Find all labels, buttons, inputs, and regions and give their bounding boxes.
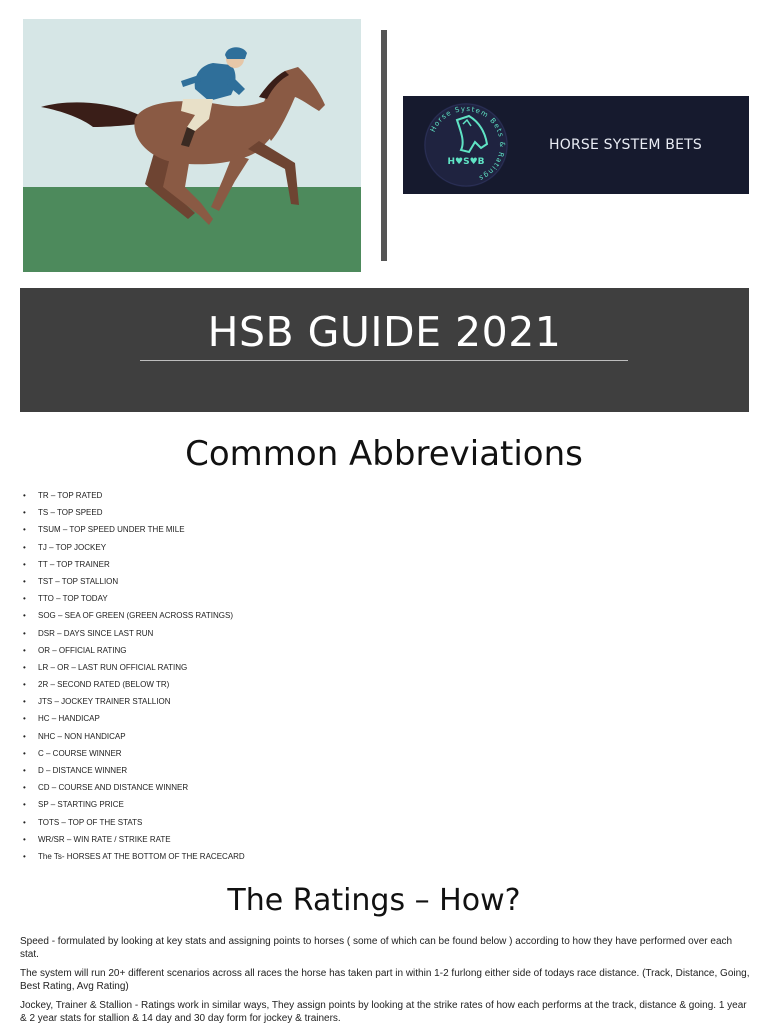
bullet-icon: • (23, 680, 26, 690)
list-item: • 2R – SECOND RATED (BELOW TR) (23, 680, 170, 690)
list-item: • C – COURSE WINNER (23, 748, 122, 758)
ratings-paragraph-jockey-trainer-stallion: Jockey, Trainer & Stallion - Ratings work in similar ways, They assign points by looking at the strike rates of how each performs at the track, distance & going. 1 year & 2 year stats for stallion & 14 day and 30 day form for jockey & trainers. (20, 1000, 747, 1024)
bullet-icon: • (23, 628, 26, 638)
ratings-paragraph-scenarios: The system will run 20+ different scenarios across all races the horse has taken part in within 1-2 furlong either side of todays race distance. (Track, Distance, Going, Best Rating, Avg Rating) (20, 968, 750, 992)
bullet-icon: • (23, 662, 26, 672)
list-item: • The Ts- HORSES AT THE BOTTOM OF THE RACECARD (23, 851, 245, 861)
list-item: • TT – TOP TRAINER (23, 559, 110, 569)
bullet-icon: • (23, 559, 26, 569)
page-title: HSB GUIDE 2021 (207, 308, 562, 356)
vertical-divider (381, 30, 387, 261)
list-item: • TST – TOP STALLION (23, 576, 119, 586)
list-item: • TTO – TOP TODAY (23, 594, 108, 604)
bullet-icon: • (23, 714, 26, 724)
ratings-heading: The Ratings – How? (227, 883, 521, 918)
list-item: • LR – OR – LAST RUN OFFICIAL RATING (23, 662, 188, 672)
bullet-icon: • (23, 766, 26, 775)
bullet-icon: • (23, 697, 26, 707)
list-item: • D – DISTANCE WINNER (23, 766, 128, 775)
bullet-icon: • (23, 731, 26, 741)
horse-racing-illustration (23, 19, 361, 272)
list-item: • TOTS – TOP OF THE STATS (23, 817, 143, 827)
ratings-body (20, 936, 750, 1032)
svg-text:Horse System Bets & Ratings: Horse System Bets & Ratings (428, 104, 507, 183)
bullet-icon: • (23, 611, 26, 621)
bullet-icon: • (23, 594, 26, 604)
abbreviations-list (20, 490, 245, 868)
bullet-icon: • (23, 491, 26, 500)
list-item: • TR – TOP RATED (23, 491, 103, 500)
list-item: • WR/SR – WIN RATE / STRIKE RATE (23, 834, 171, 844)
list-item: • TS – TOP SPEED (23, 508, 103, 518)
list-item: • SP – STARTING PRICE (23, 800, 124, 810)
brand-name: HORSE SYSTEM BETS (549, 137, 702, 153)
bullet-icon: • (23, 748, 26, 758)
list-item: • TJ – TOP JOCKEY (23, 542, 107, 552)
svg-text:H♥S♥B: H♥S♥B (447, 157, 485, 167)
list-item: • DSR – DAYS SINCE LAST RUN (23, 628, 154, 638)
list-item: • NHC – NON HANDICAP (23, 731, 126, 741)
bullet-icon: • (23, 834, 26, 844)
bullet-icon: • (23, 645, 26, 655)
title-banner (20, 288, 749, 412)
bullet-icon: • (23, 817, 26, 827)
bullet-icon: • (23, 542, 26, 552)
bullet-icon: • (23, 525, 26, 535)
ratings-paragraph-speed: Speed - formulated by looking at key stats and assigning points to horses ( some of which can be found below ) according to how they have performed over each stat. (20, 936, 733, 960)
list-item: • HC – HANDICAP (23, 714, 100, 724)
hsb-logo (417, 102, 515, 188)
abbreviations-heading: Common Abbreviations (185, 434, 583, 474)
bullet-icon: • (23, 576, 26, 586)
list-item: • SOG – SEA OF GREEN (GREEN ACROSS RATINGS) (23, 611, 233, 621)
brand-banner (403, 96, 749, 194)
list-item: • JTS – JOCKEY TRAINER STALLION (23, 697, 171, 707)
bullet-icon: • (23, 800, 26, 810)
bullet-icon: • (23, 508, 26, 518)
list-item: • OR – OFFICIAL RATING (23, 645, 127, 655)
list-item: • TSUM – TOP SPEED UNDER THE MILE (23, 525, 185, 535)
title-underline (140, 360, 628, 361)
list-item: • CD – COURSE AND DISTANCE WINNER (23, 783, 189, 793)
bullet-icon: • (23, 783, 26, 793)
bullet-icon: • (23, 851, 26, 861)
